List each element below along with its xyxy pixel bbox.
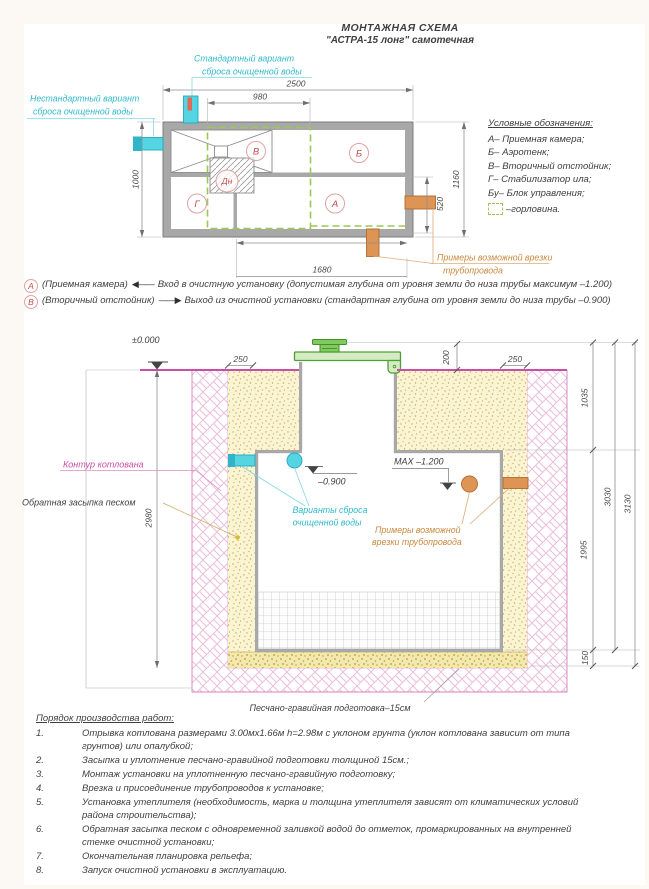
discharge-pipe-left [133, 137, 163, 152]
svg-text:Примеры возможной врезки: Примеры возможной врезки [437, 252, 553, 263]
work-order-title: Порядок производства работ: [36, 713, 174, 724]
svg-text:250: 250 [233, 354, 248, 364]
svg-text:3130: 3130 [622, 494, 633, 514]
svg-text:–0.900: –0.900 [318, 476, 346, 487]
legend-item-bu: Бу– Блок управления; [488, 187, 585, 199]
work-item: 5. Установка утеплителя (необходимость, марка и толщина утеплителя зависят от климатических условий района строительства); [36, 797, 579, 821]
svg-text:150: 150 [580, 650, 590, 666]
svg-text:трубопровода: трубопровода [443, 265, 503, 276]
svg-text:3030: 3030 [602, 487, 613, 507]
work-item: 1. Отрывка котлована размерами 3.00мх1.66м h=2.98м с уклоном грунта (уклон котлована зависит от типа грунтов) или опалубкой; [36, 728, 570, 752]
svg-text:2980: 2980 [143, 508, 154, 528]
svg-text:очищенной воды: очищенной воды [292, 517, 362, 528]
plan-view [27, 54, 552, 279]
svg-text:±0.000: ±0.000 [132, 335, 160, 345]
note-a-badge: А [24, 279, 38, 293]
svg-text:Контур котлована: Контур котлована [63, 459, 144, 470]
work-item: 8. Запуск очистной установки в эксплуатацию. [36, 865, 287, 876]
work-item: 6. Обратная засыпка песком с одновременной заливкой водой до отметок, промаркированных на внутренней стенке очистной установки; [36, 824, 572, 848]
svg-text:250: 250 [507, 354, 523, 364]
note-b-badge: В [24, 295, 38, 309]
arrow-right-icon: ——▶ [158, 295, 181, 305]
title-line1: МОНТАЖНАЯ СХЕМА [341, 22, 459, 34]
dim-980: 980 [252, 91, 268, 102]
svg-text:Обратная засыпка песком: Обратная засыпка песком [22, 497, 136, 508]
legend-item-b: Б– Аэротенк; [488, 147, 550, 159]
discharge-pipe-top [184, 96, 199, 123]
dim-1680: 1680 [312, 264, 332, 275]
svg-text:сброса очищенной воды: сброса очищенной воды [202, 66, 302, 77]
svg-text:1035: 1035 [579, 388, 590, 408]
arrow-left-icon: ◀—— [131, 279, 154, 289]
svg-text:200: 200 [441, 350, 451, 365]
nonstandard-discharge-label: Нестандартный вариант [30, 93, 140, 104]
legend-item-v: В– Вторичный отстойник; [488, 160, 612, 172]
compartment-v: В [252, 146, 260, 158]
work-item: 7. Окончательная планировка рельефа; [36, 851, 253, 862]
neck-dashed-icon [488, 203, 503, 215]
compartment-g: Г [194, 199, 200, 210]
note-outlet: В (Вторичный отстойник) ——▶ Выход из очистной установки (стандартная глубина от уровня земли до низа трубы –0.900) [24, 294, 640, 309]
svg-text:Примеры возможной: Примеры возможной [375, 525, 461, 535]
work-order [36, 712, 602, 878]
dim-2500: 2500 [286, 78, 306, 89]
dim-1160: 1160 [451, 170, 461, 189]
compartment-a: А [331, 199, 339, 210]
dim-1000: 1000 [130, 170, 141, 189]
work-item: 3. Монтаж установки на уплотненную песчано-гравийную подготовку; [36, 769, 396, 780]
standard-discharge-label: Стандартный вариант [194, 53, 295, 64]
title-line2: "АСТРА-15 лонг" самотечная [325, 35, 475, 46]
drawing-title [250, 22, 550, 46]
svg-text:1995: 1995 [578, 540, 589, 560]
compartment-dn: Дн [221, 176, 233, 186]
legend-item-a: А– Приемная камера; [488, 133, 585, 145]
compartment-b: Б [355, 148, 363, 160]
dim-pit-depth [144, 370, 160, 668]
legend-title: Условные обозначения: [488, 118, 593, 129]
legend [488, 117, 646, 216]
zero-level-mark [132, 335, 168, 370]
note-inlet: А (Приемная камера) ◀—— Вход в очистную установку (допустимая глубина от уровня земли до низа трубы максимум –1.200) [24, 278, 640, 293]
svg-text:MAX –1.200: MAX –1.200 [394, 456, 444, 467]
dim-520: 520 [435, 196, 445, 212]
io-notes [24, 278, 640, 310]
work-item: 2. Засыпка и уплотнение песчано-гравийной подготовки толщиной 15см.; [36, 755, 410, 766]
legend-item-neck: –горловина. [488, 203, 646, 217]
svg-text:Песчано-гравийная подготовка–1: Песчано-гравийная подготовка–15см [249, 703, 411, 713]
work-item: 4. Врезка и присоединение трубопроводов к установке; [36, 783, 324, 794]
inlet-pipe-right [405, 196, 436, 209]
svg-text:сброса очищенной воды: сброса очищенной воды [33, 106, 133, 117]
svg-text:врезки трубопровода: врезки трубопровода [372, 537, 462, 547]
section-view [22, 335, 640, 713]
svg-text:Варианты сброса: Варианты сброса [292, 505, 368, 515]
legend-item-g: Г– Стабилизатор ила; [488, 174, 592, 186]
